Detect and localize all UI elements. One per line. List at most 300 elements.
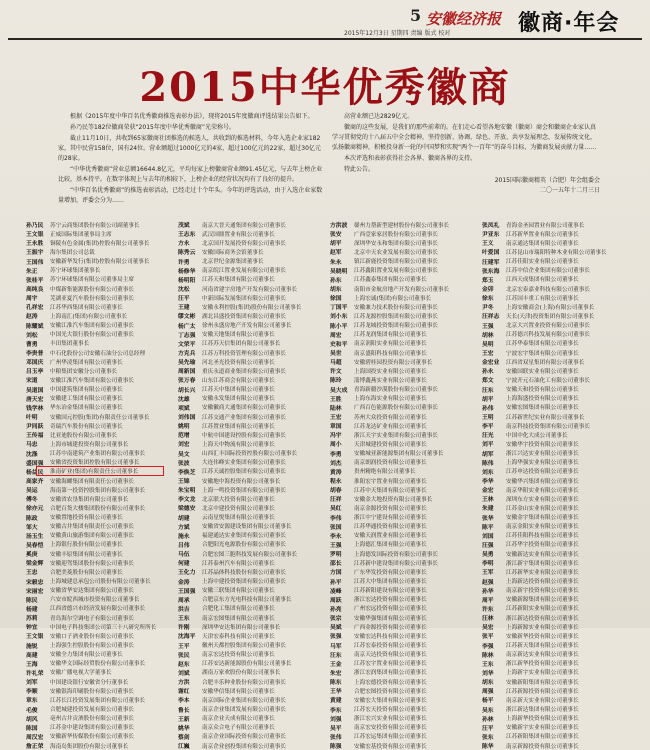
honoree-title: 江苏宏天投资有限公司董事长: [354, 707, 427, 714]
honoree-title: 正威国际集团董事局主席: [50, 231, 112, 238]
intro-paragraph: 根据《2015年度中华百名优秀徽商推选表彰办法》，现将2015年度徽商评选结果公告如下。: [70, 113, 314, 120]
honoree-name: 孙林: [482, 716, 494, 723]
honoree-title: 合肥城建投资发展有限公司董事长: [50, 707, 134, 714]
honoree-row: [482, 302, 628, 311]
honoree-row: [482, 613, 628, 622]
honoree-row: [482, 385, 628, 394]
honoree-row: [330, 558, 476, 567]
honoree-title: 安徽新源集团有限公司董事长: [506, 597, 579, 604]
honoree-row: [26, 576, 172, 585]
honoree-row: [26, 686, 172, 695]
honoree-title: 安徽城亚新能源集团有限公司董事长: [354, 451, 444, 458]
honoree-name: 刘斌: [178, 670, 190, 677]
honoree-row: [482, 522, 628, 531]
honoree-row: [482, 238, 628, 247]
honoree-name: 高家齐: [26, 479, 44, 485]
honoree-row: [26, 549, 172, 558]
honoree-name: 孙亮: [330, 606, 342, 613]
honoree-title: 江苏佳阳实业有限公司董事长: [506, 259, 579, 266]
honoree-title: 安徽华强集团有限公司董事长: [354, 615, 427, 622]
honoree-title: 江西天成集团有限公司董事长: [506, 277, 579, 284]
intro-paragraph: 截止11月10日，共收到65家徽商社团推选的候选人，共收到的推选材料，今年入选企业家182家，其中民营158位，国有24位。营业额超过1000亿元的4家，超过100亿元的22家，超过30亿元的28家。: [58, 135, 321, 162]
honoree-title: 南京新源投资有限公司董事长: [506, 743, 579, 750]
honoree-title: 安徽华信集团有限公司董事长: [202, 688, 275, 695]
honoree-name: 陈东: [330, 680, 342, 687]
honoree-name: 汪建军: [482, 259, 500, 266]
honoree-row: [26, 677, 172, 686]
honoree-row: [26, 412, 172, 421]
honoree-title: 南京金源投资有限公司董事长: [354, 505, 427, 512]
honoree-row: [178, 366, 324, 375]
honoree-name: 凌峰: [330, 588, 342, 595]
honoree-name: 王新: [178, 716, 190, 723]
honoree-row: [178, 622, 324, 631]
honoree-row: [482, 257, 628, 266]
honoree-name: 章国: [330, 424, 342, 431]
honoree-title: 奇瑞汽车股份有限公司董事长: [50, 423, 123, 430]
honoree-title: 南京国际企业集团有限公司董事长: [202, 697, 286, 704]
honoree-row: [482, 339, 628, 348]
honoree-row: [26, 513, 172, 522]
honoree-row: [482, 247, 628, 256]
honoree-name: 王锦: [178, 479, 190, 485]
honoree-title: 安徽口子酒业股份有限公司董事长: [50, 633, 134, 640]
honoree-row: [482, 293, 628, 302]
honoree-title: 广州宏远投资有限公司董事长: [354, 606, 427, 613]
honoree-row: [330, 677, 476, 686]
honoree-name: 盛国强: [26, 460, 44, 467]
honoree-title: 安徽国元控股(集团)有限责任公司董事长: [50, 414, 150, 421]
honoree-title: 中石化股份公司安徽石油分公司总经理: [50, 350, 146, 357]
intro-left: [58, 112, 326, 208]
honoree-title: 上海中建投资集团有限公司董事长: [202, 579, 286, 586]
honoree-title: 安徽全力集团有限公司董事长: [50, 652, 123, 659]
honoree-row: [178, 220, 324, 229]
intro-paragraph: 高营业额已达2829亿元。: [344, 113, 414, 120]
honoree-title: 南京众合电子有限公司董事长: [202, 725, 275, 732]
honoree-row: [482, 503, 628, 512]
honoree-row: [482, 622, 628, 631]
honoree-name: 沈雄: [178, 396, 190, 403]
honoree-name: 吴勇: [482, 552, 494, 559]
honoree-name: 胡风: [26, 716, 38, 723]
honoree-column-2: [178, 220, 324, 750]
honoree-name: 高建: [26, 652, 38, 659]
honoree-name: 吴晓明: [330, 268, 348, 275]
honoree-name: 王义: [482, 241, 494, 248]
honoree-row: [178, 650, 324, 659]
honoree-name: 孙乃民: [26, 223, 44, 230]
honoree-row: [178, 741, 324, 750]
honoree-row: [330, 394, 476, 403]
honoree-row: [178, 311, 324, 320]
honoree-row: [482, 394, 628, 403]
honoree-name: 方国: [330, 570, 342, 577]
honoree-title: 浙江新华投资有限公司董事长: [506, 661, 579, 668]
honoree-row: [482, 266, 628, 275]
honoree-name: 李本: [178, 698, 190, 705]
honoree-name: 施永: [178, 533, 190, 540]
honoree-name: 吴大成: [330, 387, 348, 394]
honoree-title: 浙江天宇实业集团有限公司董事长: [354, 432, 438, 439]
honoree-row: [482, 412, 628, 421]
honoree-row: [482, 321, 628, 330]
honoree-row: [178, 229, 324, 238]
honoree-name: 姚华: [178, 725, 190, 732]
honoree-name: 黄建: [330, 698, 342, 705]
honoree-name: 马超: [330, 360, 342, 367]
honoree-name: 宋毅忠: [26, 579, 44, 586]
honoree-name: 张波: [178, 460, 190, 467]
honoree-title: 深圳华安永和集团有限公司董事长: [354, 240, 438, 247]
honoree-name: 陈政: [26, 515, 38, 522]
honoree-name: 孙平: [330, 579, 342, 586]
intro-paragraph: “中华优秀徽商”营业总额16644.8亿元，平均每家上榜徽商营业额91.45亿元，与去年上榜企业比较，基本持平。在数字体现上与去年的相较下，上榜企业的经营状况均有了良好的提升。: [58, 166, 323, 183]
honoree-title: 江苏宏运集团有限公司董事长: [354, 734, 427, 741]
honoree-name: 马军: [330, 643, 342, 650]
honoree-title: 江西省双星集团有限公司董事长: [506, 359, 585, 366]
honoree-row: [26, 229, 172, 238]
honoree-title: 江苏龙源控股集团有限公司董事长: [354, 313, 438, 320]
honoree-title: 江苏交通产业集团有限公司董事长: [202, 414, 286, 421]
honoree-title: 合肥美菱股份有限公司董事长: [50, 569, 123, 576]
honoree-name: 王林: [482, 497, 494, 504]
honoree-title: 安徽置地投资有限公司董事长: [50, 515, 123, 522]
honoree-title: 江苏新源投资有限公司董事长: [506, 688, 579, 695]
honoree-name: 郑玉: [482, 277, 494, 284]
honoree-row: [26, 723, 172, 732]
honoree-row: [26, 284, 172, 293]
honoree-title: 上海宏诚(集团)有限公司董事长: [354, 295, 432, 302]
honoree-name: 金卯: [482, 287, 494, 294]
honoree-row: [330, 686, 476, 695]
honoree-name: 胡建: [178, 515, 190, 522]
honoree-row: [330, 357, 476, 366]
honoree-row: [178, 567, 324, 576]
honoree-row: [330, 229, 476, 238]
honoree-row: [26, 604, 172, 613]
honoree-row: [178, 668, 324, 677]
honoree-row: [178, 339, 324, 348]
honoree-name: 赵涛: [26, 314, 38, 321]
honoree-row: [178, 531, 324, 540]
honoree-name: 吴运: [26, 488, 38, 495]
honoree-title: 广州华凌集团有限公司董事长: [50, 359, 123, 366]
honoree-title: 南京企业天成有限公司董事长: [202, 716, 275, 723]
paper-name: 安徽经济报: [426, 10, 502, 28]
honoree-title: 安徽宏达科技有限公司董事长: [354, 633, 427, 640]
honoree-title: 江苏新阳建设有限公司董事长: [354, 588, 427, 595]
honoree-name: 周小: [330, 442, 342, 449]
honoree-name: 茂斌: [178, 223, 190, 230]
honoree-row: [482, 375, 628, 384]
honoree-name: 金涛: [178, 579, 190, 586]
honoree-title: 安徽永利控股(集团)股份有限公司董事长: [202, 304, 302, 311]
honoree-name: 王东: [178, 616, 190, 623]
honoree-name: 胡东: [330, 287, 342, 294]
honoree-title: 浙江兴达实业有限公司董事长: [506, 451, 579, 458]
honoree-row: [178, 732, 324, 741]
honoree-row: [330, 330, 476, 339]
honoree-name: 丁志强: [178, 332, 196, 339]
honoree-name: 王军: [482, 570, 494, 577]
honoree-row: [330, 531, 476, 540]
honoree-name: 丁国平: [330, 305, 348, 312]
honoree-name: 吴斌: [330, 625, 342, 632]
honoree-name: 张民: [178, 652, 190, 659]
honoree-name: 陈强: [330, 744, 342, 750]
honoree-column-3: [330, 220, 476, 750]
honoree-row: [26, 449, 172, 458]
honoree-title: 南京金阳实业有限公司董事长: [506, 524, 579, 531]
honoree-name: 王文银: [26, 232, 44, 239]
honoree-title: 北京联大投资有限公司董事长: [202, 496, 275, 503]
honoree-title: 安徽省华安达集团有限公司董事长: [50, 588, 134, 595]
honoree-name: 朱宝明: [178, 488, 196, 495]
honoree-title: 安徽新阳集团有限公司董事长: [506, 679, 579, 686]
honoree-row: [178, 421, 324, 430]
honoree-title: 丰田集团董事长: [50, 341, 90, 348]
honoree-title: 安徽省农垦集团有限公司董事长: [50, 496, 129, 503]
honoree-row: [26, 220, 172, 229]
honoree-row: [482, 531, 628, 540]
honoree-name: 李文龙: [178, 497, 196, 504]
honoree-title: 南京宏图集团有限公司董事长: [202, 615, 275, 622]
honoree-name: 周宏: [330, 332, 342, 339]
honoree-title: 江苏佳阳科技有限公司董事长: [506, 533, 579, 540]
honoree-name: 尹亚东: [482, 232, 500, 239]
honoree-title: 安徽新华发行(集团)控股有限公司董事长: [50, 259, 150, 266]
honoree-title: 合肥京东方光电科技有限公司董事长: [202, 597, 292, 604]
honoree-name: 张安: [330, 232, 342, 239]
honoree-row: [482, 677, 628, 686]
honoree-name: 洪吉: [178, 606, 190, 613]
honoree-row: [330, 503, 476, 512]
honoree-name: 汪祥志: [482, 314, 500, 321]
honoree-title: 江苏苏天信集团有限公司董事长: [202, 341, 281, 348]
honoree-name: 吴平: [330, 725, 342, 732]
honoree-title: 贵州精绝有限公司董事长: [354, 469, 416, 476]
honoree-title: 安徽省安源建设集团有限公司董事长: [202, 524, 292, 531]
honoree-name: 方洪: [178, 680, 190, 687]
honoree-title: 徽州天都控股集团有限公司董事长: [202, 643, 286, 650]
honoree-name: 邹大: [26, 524, 38, 531]
honoree-title: 江苏天中集团有限公司董事长: [202, 387, 275, 394]
honoree-name: 叶爱国: [482, 250, 500, 257]
honoree-row: [482, 403, 628, 412]
honoree-name: 陈小平: [330, 323, 348, 330]
honoree-name: 刘平: [482, 442, 494, 449]
honoree-name: 王明: [482, 415, 494, 422]
honoree-row: [330, 485, 476, 494]
honoree-row: [26, 640, 172, 649]
honoree-title: 中国建筑集团有限公司董事长: [50, 387, 123, 394]
honoree-row: [482, 732, 628, 741]
honoree-title: 江苏万科投资管理有限公司董事长: [202, 350, 286, 357]
honoree-title: 广西壹家家居股份有限公司董事长: [354, 231, 438, 238]
honoree-row: [482, 220, 628, 229]
honoree-row: [178, 266, 324, 275]
honoree-title: 广西百色能源股份有限公司董事长: [354, 405, 438, 412]
honoree-title: 江苏龙润集团有限公司董事长: [354, 332, 427, 339]
honoree-title: 上海银行股份有限公司董事长: [50, 542, 123, 549]
honoree-row: [482, 586, 628, 595]
intro-paragraph: “中华百名优秀徽商”的推选表彰活动，已经走过十个年头。今年的评选活动，由于入选企业家数量增加，评委会分为……: [58, 187, 323, 204]
honoree-name: 沈松: [178, 287, 190, 294]
honoree-row: [330, 430, 476, 439]
honoree-row: [178, 375, 324, 384]
honoree-name: 张平: [482, 634, 494, 641]
honoree-title: 上海一鸣投资集团有限公司董事长: [202, 487, 286, 494]
honoree-row: [178, 613, 324, 622]
honoree-row: [26, 357, 172, 366]
honoree-row: [178, 503, 324, 512]
honoree-name: 文荣平: [178, 341, 196, 348]
honoree-title: 上海强生控股股份有限公司董事长: [50, 643, 134, 650]
honoree-name: 陈玲: [330, 378, 342, 385]
honoree-name: 李贵普: [26, 351, 44, 358]
honoree-title: 中国光大银行股份有限公司董事长: [50, 332, 134, 339]
honoree-row: [482, 467, 628, 476]
honoree-name: 张万春: [178, 378, 196, 385]
honoree-name: 许礼荣: [26, 670, 44, 677]
honoree-row: [330, 723, 476, 732]
honoree-title: 上海国投实业有限公司董事长: [354, 368, 427, 375]
honoree-row: [178, 558, 324, 567]
honoree-row: [482, 567, 628, 576]
honoree-row: [178, 275, 324, 284]
honoree-name: 李伟: [330, 515, 342, 522]
honoree-row: [26, 238, 172, 247]
honoree-title: 南京大晋天通集团有限公司董事长: [202, 222, 286, 229]
honoree-title: 铜陵有色金属(集团)控股有限公司董事长: [50, 240, 150, 247]
honoree-row: [178, 540, 324, 549]
honoree-name: 王忠: [26, 570, 38, 577]
honoree-title: 安徽省投资集团控股有限公司董事长: [50, 460, 140, 467]
honoree-name: 胡林: [482, 332, 494, 339]
honoree-row: [178, 686, 324, 695]
honoree-title: 安徽新华投资有限公司董事长: [506, 633, 579, 640]
honoree-name: 王华: [330, 689, 342, 696]
honoree-row: [178, 385, 324, 394]
honoree-column-1: [26, 220, 172, 750]
honoree-row: [330, 659, 476, 668]
honoree-row: [330, 366, 476, 375]
honoree-row: [330, 476, 476, 485]
honoree-title: 中粮集团安徽分公司董事长: [50, 368, 118, 375]
honoree-row: [26, 595, 172, 604]
honoree-row: [330, 576, 476, 585]
honoree-title: 芜湖亚夏汽车股份有限公司董事长: [50, 295, 134, 302]
honoree-title: 北京中建投资有限公司董事长: [202, 505, 275, 512]
honoree-title: 青岛海尔空调电子有限公司董事长: [50, 615, 134, 622]
honoree-title: 云南星悦集团有限公司董事长: [202, 515, 275, 522]
honoree-title: 南京盛阳科技有限公司董事长: [354, 350, 427, 357]
honoree-name: 缪文彬: [178, 314, 196, 321]
honoree-row: [178, 494, 324, 503]
honoree-title: 合肥阳光电源股份有限公司董事长: [202, 542, 286, 549]
honoree-row: [26, 704, 172, 713]
honoree-title: 安徽丰原集团有限公司董事长: [50, 551, 123, 558]
honoree-name: 王东: [482, 661, 494, 668]
honoree-name: 徐亦元: [26, 506, 44, 513]
honoree-title: 江苏昆山市瑞阳特种木业有限公司董事长: [506, 249, 607, 256]
honoree-title: 安徽天地集团有限公司董事长: [202, 332, 275, 339]
honoree-row: [26, 476, 172, 485]
honoree-row: [26, 375, 172, 384]
honoree-row: [482, 686, 628, 695]
honoree-title: 大连伟峰实业集团有限公司董事长: [202, 460, 286, 467]
honoree-row: [178, 330, 324, 339]
honoree-title: 广东华发投资有限公司董事长: [354, 569, 427, 576]
honoree-name: 徐东: [482, 296, 494, 303]
honoree-row: [330, 668, 476, 677]
honoree-name: 李东: [330, 707, 342, 714]
honoree-title: 江苏德兴科技发展有限公司董事长: [506, 332, 590, 339]
honoree-row: [330, 631, 476, 640]
honoree-name: 黄涛: [330, 469, 342, 476]
honoree-name: 陈华: [482, 744, 494, 750]
honoree-row: [482, 311, 628, 320]
honoree-title: 镇江新鹿投资集团有限公司董事长: [354, 259, 438, 266]
honoree-row: [178, 549, 324, 558]
honoree-row: [26, 622, 172, 631]
honoree-title: 江苏新中建设集团有限公司董事长: [354, 560, 438, 567]
honoree-title: 浙江中宁建设有限公司董事长: [354, 515, 427, 522]
honoree-row: [178, 704, 324, 713]
honoree-row: [26, 522, 172, 531]
honoree-title: 宁波宏宇集团有限公司董事长: [506, 350, 579, 357]
honoree-row: [178, 467, 324, 476]
honoree-name: 李华: [482, 479, 494, 485]
honoree-name: 孙东: [330, 277, 342, 284]
honoree-title: 安徽国联实业有限公司董事长: [506, 368, 579, 375]
honoree-row: [482, 330, 628, 339]
honoree-title: 宁波开元石油化工有限公司董事长: [506, 377, 590, 384]
honoree-title: 合肥化工集团有限公司董事长: [202, 606, 275, 613]
honoree-row: [330, 650, 476, 659]
honoree-name: 程永: [330, 479, 342, 485]
honoree-title: 上海新达投资有限公司董事长: [506, 579, 579, 586]
honoree-row: [178, 247, 324, 256]
honoree-title: 山东江苏商会有限公司董事长: [202, 377, 275, 384]
honoree-title: 上海新源实业有限公司董事长: [506, 624, 579, 631]
honoree-row: [330, 549, 476, 558]
honoree-row: [178, 284, 324, 293]
honoree-row: [330, 220, 476, 229]
honoree-title: 江苏晶体科技股份有限公司董事长: [202, 569, 286, 576]
honoree-name: 王强: [330, 542, 342, 549]
honoree-row: [178, 412, 324, 421]
honoree-row: [482, 650, 628, 659]
honoree-title: 浙江新达集团有限公司董事长: [506, 707, 579, 714]
honoree-name: 杨建: [26, 606, 38, 613]
honoree-row: [26, 348, 172, 357]
honoree-title: 安徽海螺集团有限责任公司董事长: [50, 478, 134, 485]
honoree-title: 合肥宏图三胞科技发展有限公司董事长: [202, 551, 298, 558]
honoree-name: 杨平: [482, 698, 494, 705]
honoree-name: 马伍: [178, 552, 190, 559]
honoree-title: 江苏国丰重工有限公司董事长: [506, 295, 579, 302]
honoree-title: 福建通达实业集团有限公司董事长: [202, 533, 286, 540]
honoree-title: 上海东海实业有限公司董事长: [354, 396, 427, 403]
honoree-title: 合肥宏图投资有限公司董事长: [354, 688, 427, 695]
honoree-name: 孙伟: [482, 405, 494, 412]
honoree-row: [330, 513, 476, 522]
honoree-name: 汪强: [482, 542, 494, 549]
honoree-row: [482, 357, 628, 366]
honoree-title: 江苏泰州汽车有限公司董事长: [202, 560, 275, 567]
